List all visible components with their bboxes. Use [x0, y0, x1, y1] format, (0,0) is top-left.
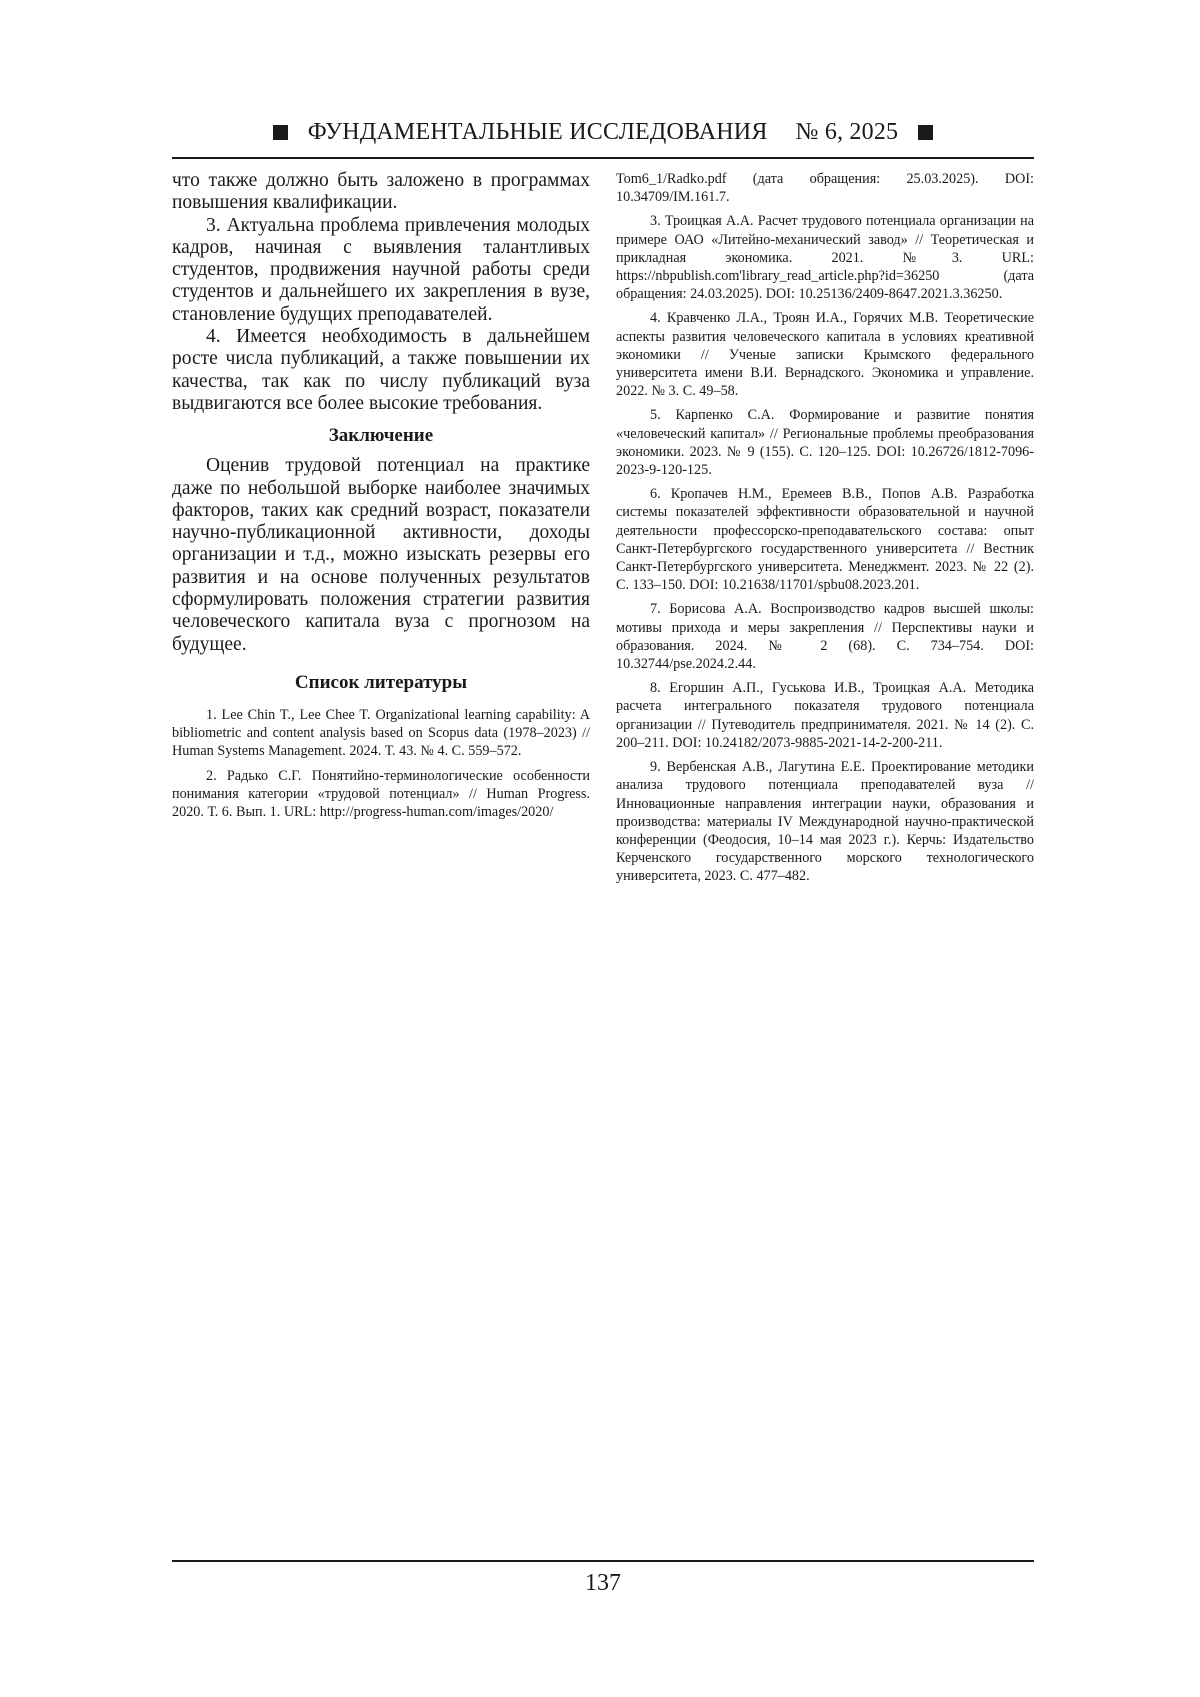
reference-item: 2. Радько С.Г. Понятийно-терминологические особенности понимания категории «трудовой потенциал» // Human Progress. 2020. Т. 6. Вып. 1. URL: http://progress-human.com/images/2020/	[172, 767, 590, 820]
reference-item: 3. Троицкая А.А. Расчет трудового потенциала организации на примере ОАО «Литейно-механический завод» // Теоретическая и прикладная экономика. 2021. №3. URL: https://nbpublish.com'library_read_article.php?id=36250 (дата обращения: 24.03.2025). DOI: 10.25136/2409-8647.2021.3.36250.	[616, 213, 1034, 303]
reference-item: 8. Егоршин А.П., Гуськова И.В., Троицкая А.А. Методика расчета интегрального показателя трудового потенциала организации // Путеводитель предпринимателя. 2021. № 14 (2). С. 200–211. DOI: 10.24182/2073-9885-2021-14-2-200-211.	[616, 680, 1034, 751]
reference-item: 1. Lee Chin T., Lee Chee T. Organizational learning capability: A bibliometric and content analysis based on Scopus data (1978–2023) // Human Systems Management. 2024. Т. 43. № 4. С. 559–572.	[172, 706, 590, 760]
body-paragraph: 4. Имеется необходимость в дальнейшем росте числа публикаций, а также повышении их качества, так как по числу публикаций вуза выдвигаются все более высокие требования.	[172, 326, 590, 414]
reference-continuation: Tom6_1/Radko.pdf (дата обращения: 25.03.2025). DOI: 10.34709/IM.161.7.	[616, 171, 1034, 206]
references-heading: Список литературы	[294, 671, 468, 693]
journal-title: ФУНДАМЕНТАЛЬНЫЕ ИССЛЕДОВАНИЯ	[307, 118, 768, 145]
conclusion-paragraph: Оценив трудовой потенциал на практике даже по небольшой выборке наиболее значимых факторов, таких как средний возраст, показатели научно-публикационной активности, доходы организации и т.д., можно изыскать резервы его развития и на основе полученных результатов сформулировать положения стратегии развития человеческого капитала вуза с прогнозом на будущее.	[172, 455, 590, 655]
right-column	[616, 170, 1034, 892]
reference-list-left	[172, 706, 590, 821]
page-number: 137	[585, 1570, 621, 1596]
conclusion-heading: Заключение	[328, 425, 434, 447]
left-column	[172, 170, 590, 827]
issue-number: № 6, 2025	[795, 118, 899, 145]
footer-rule	[172, 1560, 1034, 1562]
reference-item: 9. Вербенская А.В., Лагутина Е.Е. Проектирование методики анализа трудового потенциала преподавателей вуза // Инновационные направления интеграции науки, образования и производства: материалы IV Международной научно-практической конференции (Феодосия, 10–14 мая 2023 г.). Керчь: Издательство Керченского государственного морского технологического университета, 2023. С. 477–482.	[616, 759, 1034, 885]
reference-item: 6. Кропачев Н.М., Еремеев В.В., Попов А.В. Разработка системы показателей эффективности образовательной и научной деятельности профессорско-преподавательского состава: опыт Санкт-Петербургского государственного университета // Вестник Санкт-Петербургского университета. Менеджмент. 2023. № 22 (2). С. 133–150. DOI: 10.21638/11701/spbu08.2023.201.	[616, 486, 1034, 594]
body-paragraph: что также должно быть заложено в программах повышения квалификации.	[172, 170, 590, 214]
square-bullet-icon	[273, 125, 288, 140]
header-rule	[172, 157, 1034, 159]
running-header	[172, 112, 1034, 152]
reference-item: 5. Карпенко С.А. Формирование и развитие понятия «человеческий капитал» // Региональные проблемы преобразования экономики. 2023. № 9 (155). С. 120–125. DOI: 10.26726/1812-7096-2023-9-120-125.	[616, 407, 1034, 479]
body-paragraph: 3. Актуальна проблема привлечения молодых кадров, начиная с выявления талантливых студентов, продвижения научной работы среди студентов и дальнейшего их закрепления в вузе, становление будущих преподавателей.	[172, 214, 590, 325]
square-bullet-icon	[918, 125, 933, 140]
reference-item: 4. Кравченко Л.А., Троян И.А., Горячих М.В. Теоретические аспекты развития человеческого капитала в условиях креативной экономики // Ученые записки Крымского федерального университета имени В.И. Вернадского. Экономика и управление. 2022. № 3. С. 49–58.	[616, 310, 1034, 400]
reference-item: 7. Борисова А.А. Воспроизводство кадров высшей школы: мотивы прихода и меры закрепления // Перспективы науки и образования. 2024. № 2 (68). С. 734–754. DOI: 10.32744/pse.2024.2.44.	[616, 601, 1034, 673]
